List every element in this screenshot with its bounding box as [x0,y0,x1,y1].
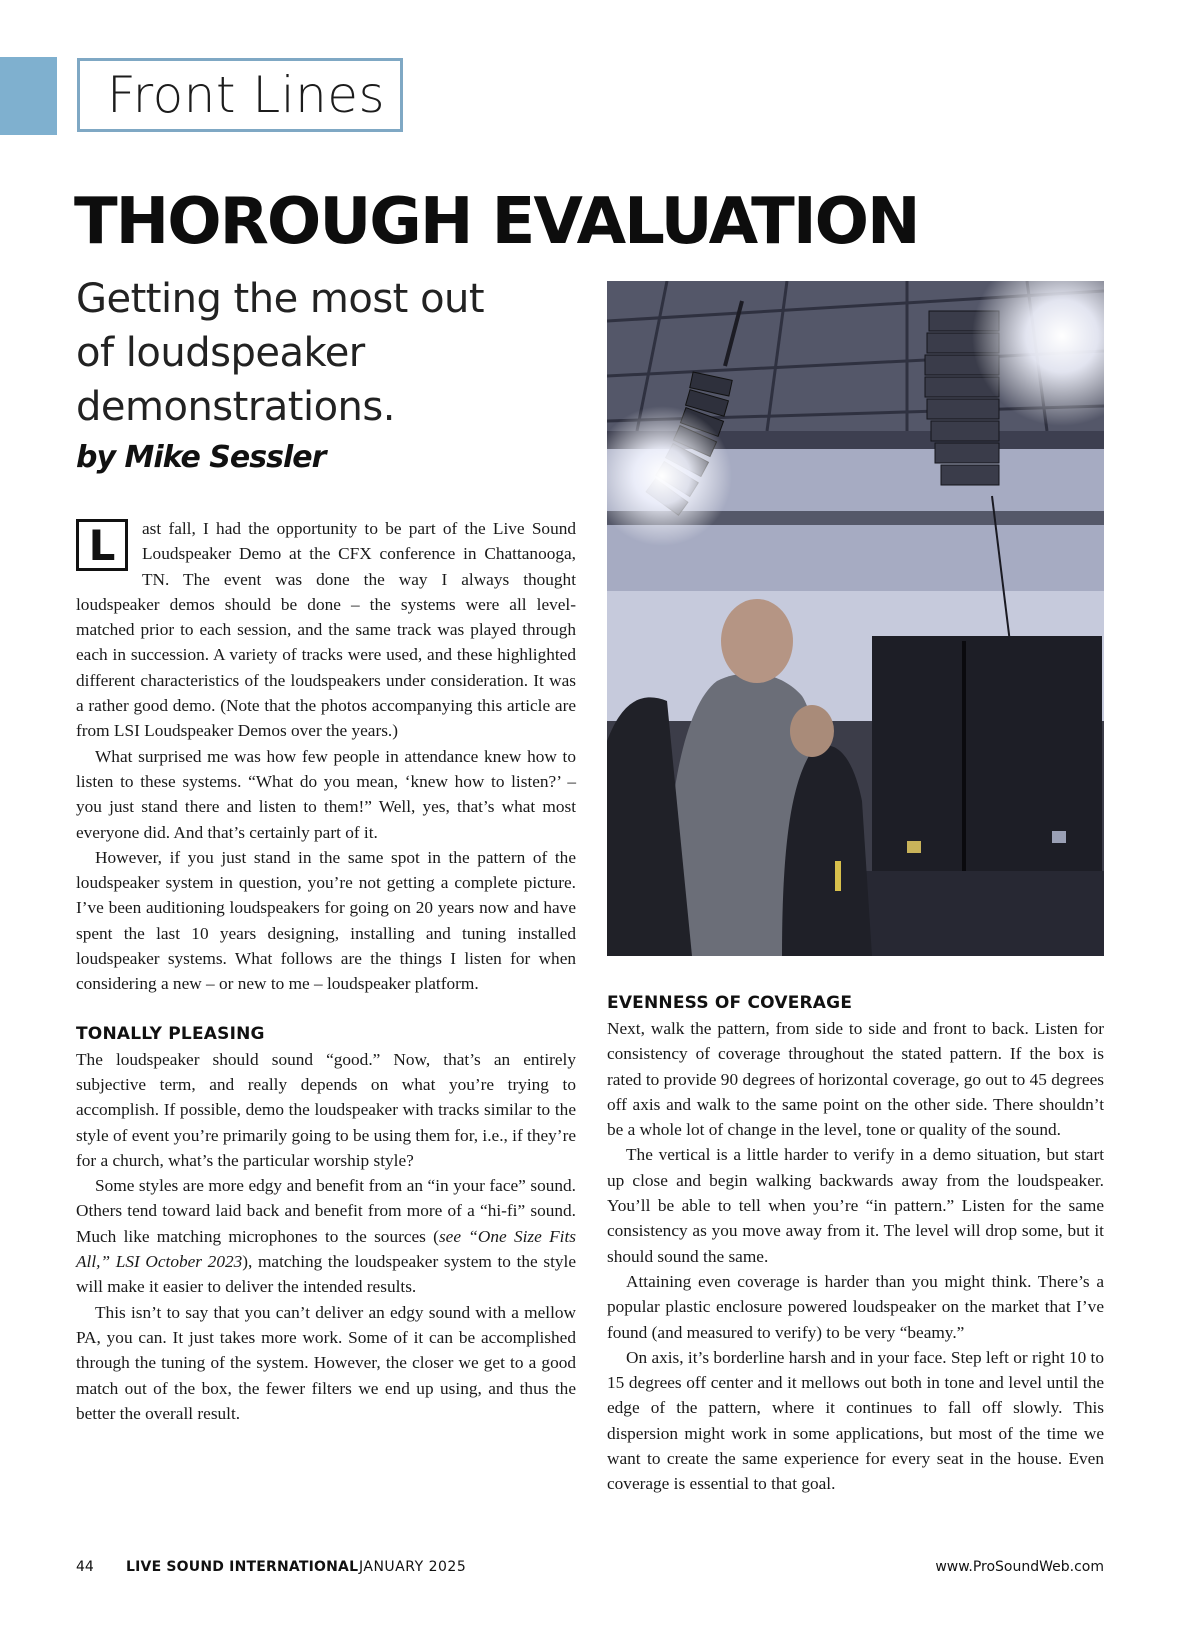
website-link[interactable]: www.ProSoundWeb.com [935,1559,1104,1575]
headline: THOROUGH EVALUATION [74,185,919,259]
section-accent-block [0,57,57,135]
body-paragraph: The vertical is a little harder to verify in a demo situation, but start up close and begin walking backwards away from the loudspeaker. You’ll be able to tell when you’re “in pattern.” Listen for the same consistency as you move away from it. The level will drop some, but it should sound the same. [607,1145,1104,1266]
byline: by Mike Sessler [76,440,326,475]
body-paragraph: However, if you just stand in the same spot in the pattern of the loudspeaker system in question, you’re not getting a complete picture. I’ve been auditioning loudspeakers for going on 20 years now and have spent the last 10 years designing, installing and tuning installed loudspeaker systems. What follows are the things I listen for when considering a new – or new to me – loudspeaker platform. [76,847,576,994]
section-label: Front Lines [77,58,403,132]
body-paragraph: Next, walk the pattern, from side to side and front to back. Listen for consistency of coverage throughout the stated pattern. If the box is rated to provide 90 degrees of horizontal coverage, go out to 45 degrees off axis and walk to the same point on the other side. There shouldn’t be a whole lot of change in the level, tone or quality of the sound. [607,1019,1104,1140]
article-reference: see “One Size Fits All,” LSI October 2023 [76,1226,576,1272]
page-footer [76,1556,1104,1578]
body-paragraph: What surprised me was how few people in attendance knew how to listen to these systems. “What do you mean, ‘knew how to listen?’ – you just stand there and listen to them!” Well, yes, that’s what most everyone did. And that’s certainly part of it. [76,746,576,842]
loudspeaker-demo-photo [607,281,1104,956]
drop-cap: L [76,519,128,571]
intro-paragraph: ast fall, I had the opportunity to be part of the Live Sound Loudspeaker Demo at the CFX conference in Chattanooga, TN. The event was done the way I always thought loudspeaker demos should be done – the systems were all level-matched prior to each session, and the same track was played through each in succession. A variety of tracks were used, and these highlighted different characteristics of the loudspeakers under consideration. It was a rather good demo. (Note that the photos accompanying this article are from LSI Loudspeaker Demos over the years.) [76,519,576,741]
text-run: Some styles are more edgy and benefit from an “in your face” sound. Others tend toward laid back and benefit from more of a “hi-fi” sound. Much like matching microphones to the sources ( [76,1176,576,1246]
body-paragraph: The loudspeaker should sound “good.” Now, that’s an entirely subjective term, and really depends on what you’re trying to accomplish. If possible, demo the loudspeaker with tracks similar to the style of event you’re primarily going to be using them for, i.e., if they’re for a church, what’s the particular worship style? [76,1049,576,1170]
article-column-right [607,991,1104,1497]
body-paragraph: Attaining even coverage is harder than you might think. There’s a popular plastic enclosure powered loudspeaker on the market that I’ve found (and measured to verify) to be very “beamy.” [607,1271,1104,1342]
publication-name: LIVE SOUND INTERNATIONAL [126,1559,359,1575]
section-heading-tonally-pleasing: TONALLY PLEASING [76,1023,265,1044]
body-paragraph: This isn’t to say that you can’t deliver an edgy sound with a mellow PA, you can. It just takes more work. Some of it can be accomplished through the tuning of the system. However, the closer we get to a good match out of the box, the fewer filters we end up using, and thus the better the overall result. [76,1302,576,1423]
section-heading-evenness-of-coverage: EVENNESS OF COVERAGE [607,993,853,1013]
subheadline: Getting the most out of loudspeaker demonstrations. [76,276,485,430]
issue-date: JANUARY 2025 [359,1559,467,1575]
page-number: 44 [76,1559,94,1575]
photo-illustration [607,281,1104,956]
article-column-left [76,516,576,1426]
body-paragraph [76,1173,576,1299]
text-run: ), matching the loudspeaker system to the style will make it easier to deliver the intended results. [76,1252,576,1297]
body-paragraph: On axis, it’s borderline harsh and in your face. Step left or right 10 to 15 degrees off center and it mellows out both in tone and level until the edge of the pattern, where it continues to fall off slowly. This dispersion might work in some applications, but most of the time we want to create the same experience for every seat in the house. Even coverage is essential to that goal. [607,1347,1105,1494]
